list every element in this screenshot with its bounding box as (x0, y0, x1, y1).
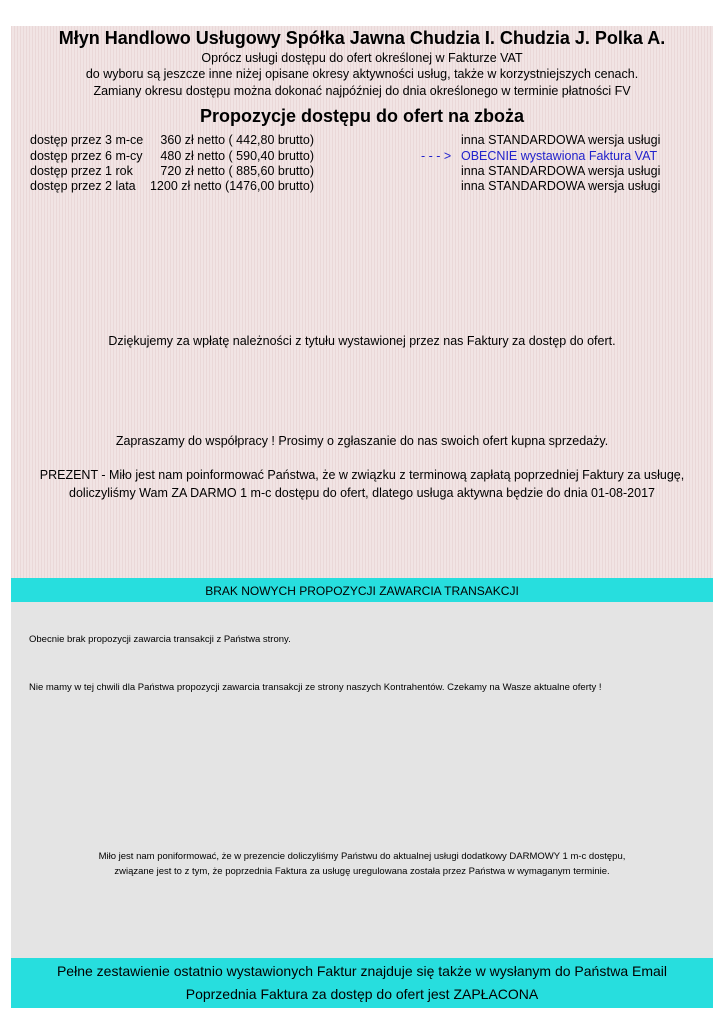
intro-line: Oprócz usługi dostępu do ofert określonej w Fakturze VAT (201, 51, 523, 65)
present-message-line: PREZENT - Miło jest nam poinformować Państwa, że w związku z terminową zapłatą poprzedniej Faktury za usługę, (39, 468, 685, 482)
transactions-section-background (11, 602, 713, 958)
offer-note: inna STANDARDOWA wersja usługi (461, 133, 661, 147)
intro-line: Zamiany okresu dostępu można dokonać najpóźniej do dnia określonego w terminie płatności FV (93, 84, 631, 98)
offer-period: dostęp przez 2 lata (30, 179, 136, 193)
offer-period: dostęp przez 6 m-cy (30, 149, 143, 163)
transactions-info: Nie mamy w tej chwili dla Państwa propozycji zawarcia transakcji ze strony naszych Kontrahentów. Czekamy na Wasze aktualne oferty ! (29, 682, 602, 693)
current-arrow: - - - > (421, 149, 452, 163)
transactions-status: Obecnie brak propozycji zawarcia transakcji z Państwa strony. (29, 634, 291, 645)
offer-row (0, 164, 724, 180)
invite-message: Zapraszamy do współpracy ! Prosimy o zgłaszanie do nas swoich ofert kupna sprzedaży. (115, 434, 609, 448)
offer-row (0, 179, 724, 195)
offer-note: inna STANDARDOWA wersja usługi (461, 164, 661, 178)
thanks-message: Dziękujemy za wpłatę należności z tytułu wystawionej przez nas Faktury za dostęp do ofert. (108, 334, 616, 348)
offer-price: 720 zł netto ( 885,60 brutto) (160, 164, 314, 178)
offer-period: dostęp przez 3 m-ce (30, 133, 144, 147)
transactions-heading: BRAK NOWYCH PROPOZYCJI ZAWARCIA TRANSAKCJI (205, 584, 519, 598)
offer-period: dostęp przez 1 rok (30, 164, 133, 178)
intro-line: do wyboru są jeszcze inne niżej opisane okresy aktywności usług, także w korzystniejszych cenach. (85, 67, 639, 81)
offer-note-current: OBECNIE wystawiona Faktura VAT (461, 149, 658, 163)
company-title: Młyn Handlowo Usługowy Spółka Jawna Chudzia I. Chudzia J. Polka A. (58, 28, 666, 48)
bonus-info-line: związane jest to z tym, że poprzednia Faktura za usługę uregulowana została przez Państwa w wymaganym terminie. (114, 866, 610, 877)
present-message-line: doliczyliśmy Wam ZA DARMO 1 m-c dostępu do ofert, dlatego usługa aktywna będzie do dnia 01-08-2017 (69, 486, 655, 500)
bonus-info-line: Miło jest nam poniformować, że w prezencie doliczyliśmy Państwu do aktualnej usługi dodatkowy DARMOWY 1 m-c dostępu, (98, 851, 626, 862)
footer-email-note: Pełne zestawienie ostatnio wystawionych Faktur znajduje się także w wysłanym do Państwa Email (56, 963, 668, 979)
offer-price: 480 zł netto ( 590,40 brutto) (160, 149, 314, 163)
offer-price: 1200 zł netto (1476,00 brutto) (149, 179, 314, 193)
offer-price: 360 zł netto ( 442,80 brutto) (160, 133, 314, 147)
offers-heading: Propozycje dostępu do ofert na zboża (199, 106, 525, 126)
offer-row-current (0, 149, 724, 165)
offer-row (0, 133, 724, 149)
footer-payment-status: Poprzednia Faktura za dostęp do ofert jest ZAPŁACONA (185, 986, 539, 1002)
offer-note: inna STANDARDOWA wersja usługi (461, 179, 661, 193)
